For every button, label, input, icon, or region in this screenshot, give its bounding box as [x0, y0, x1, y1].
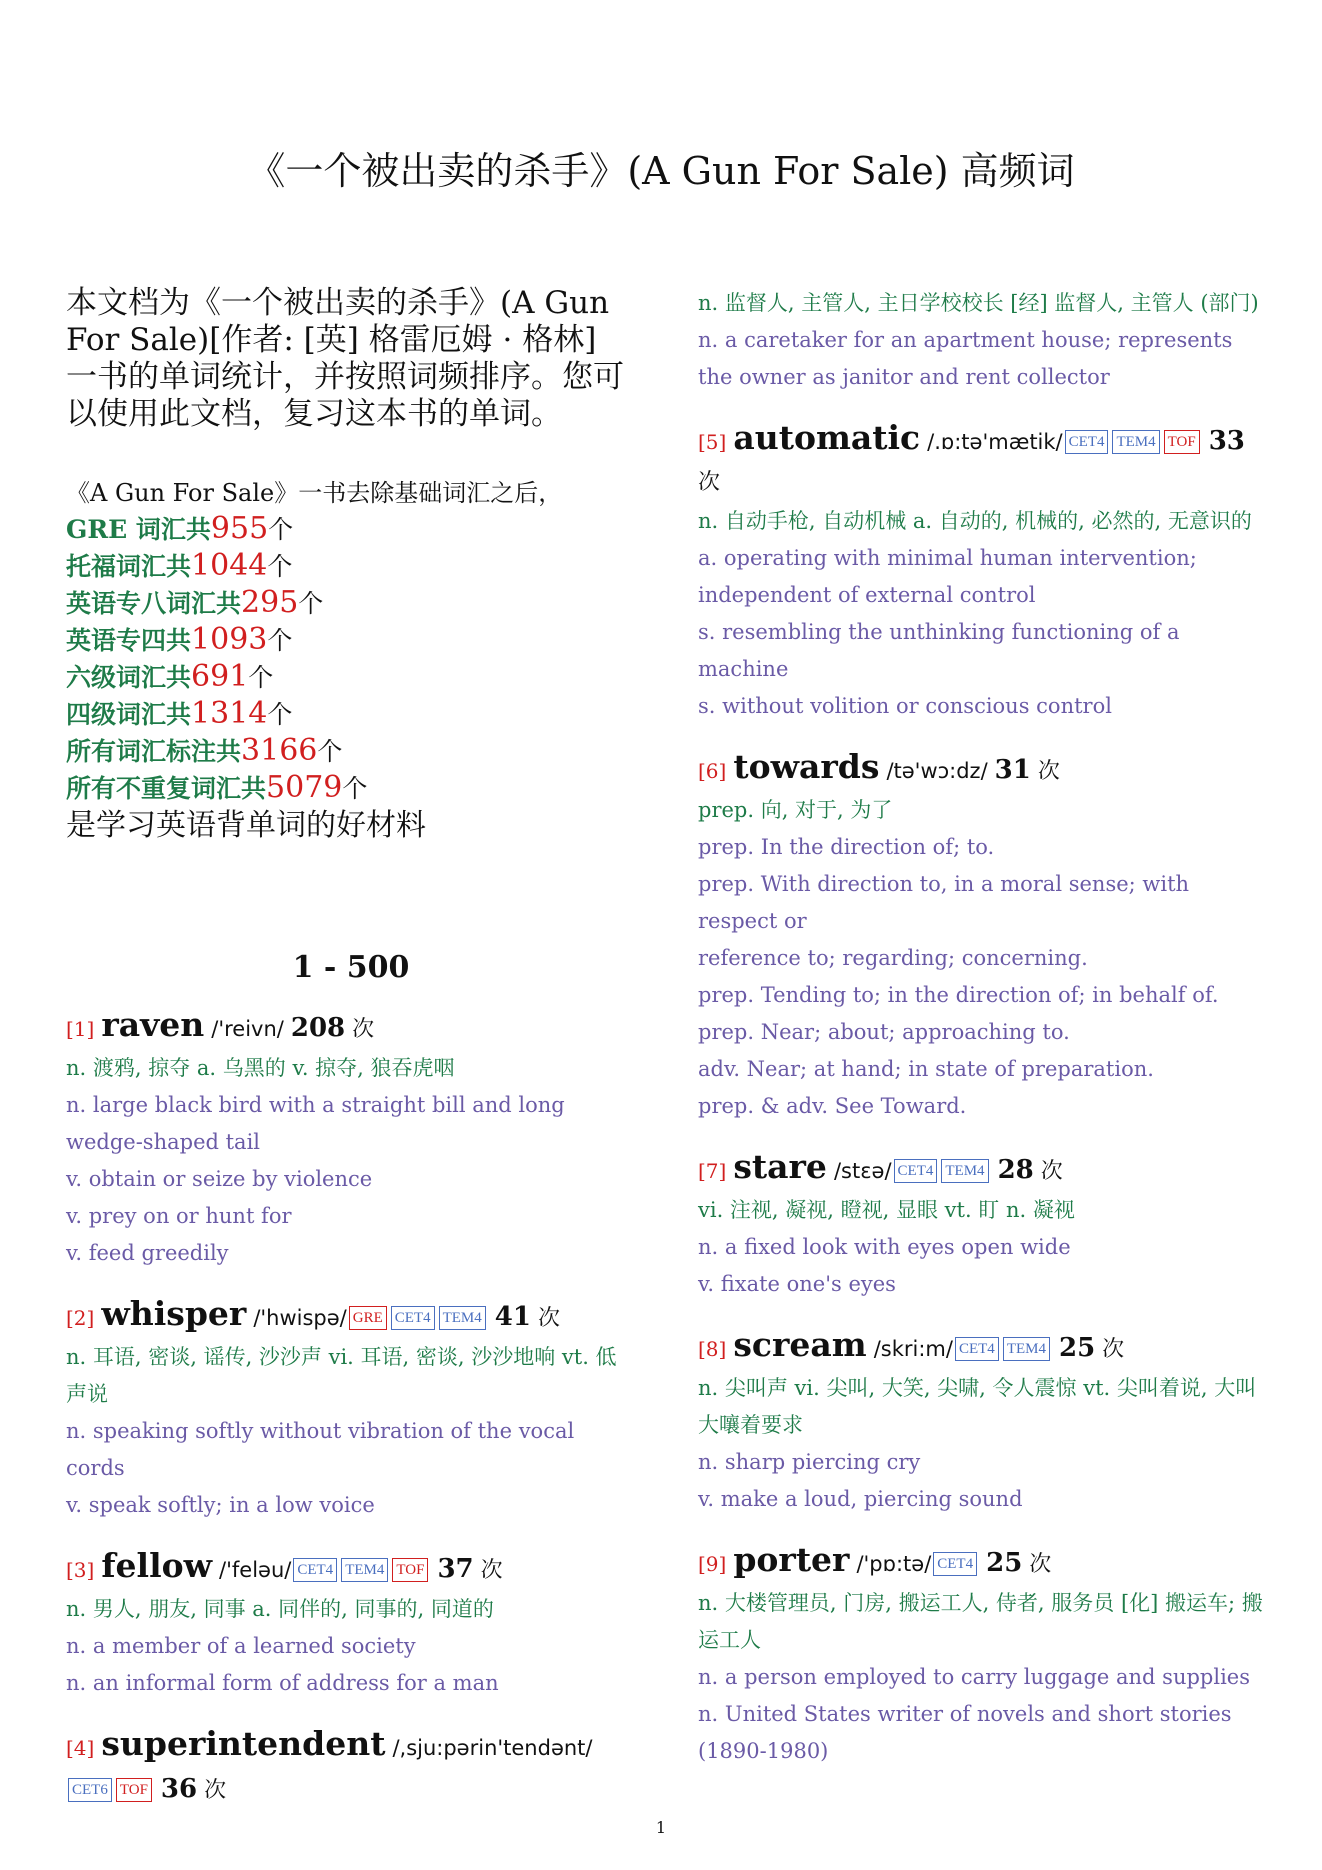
- definition-en: adv. Near; at hand; in state of preparation.: [698, 1057, 1154, 1081]
- definition-en: v. make a loud, piercing sound: [698, 1487, 1023, 1511]
- entry-head: [66, 1724, 636, 1811]
- entry-times-label: 次: [537, 1306, 560, 1331]
- level-tag-tof: TOF: [1164, 430, 1200, 454]
- entry-phonetic: /'reivn/: [211, 1017, 284, 1041]
- word-entry: [66, 1724, 636, 1811]
- level-tag-tof: TOF: [392, 1558, 428, 1582]
- definition-en: n. large black bird with a straight bill and long wedge-shaped tail: [66, 1093, 565, 1154]
- definition-en: s. without volition or conscious control: [698, 694, 1112, 718]
- stat-label: GRE 词汇共: [66, 515, 211, 544]
- stat-row: [66, 622, 636, 659]
- closing-line: 是学习英语背单词的好材料: [66, 808, 426, 843]
- definition-en: n. a person employed to carry luggage and supplies: [698, 1665, 1250, 1689]
- word-entry: [66, 1546, 636, 1702]
- stat-row: [66, 511, 636, 548]
- entry-index: [6]: [698, 759, 727, 783]
- entry-phonetic: /stɛə/: [833, 1159, 892, 1183]
- stat-value: 3166: [241, 733, 318, 768]
- stat-label: 所有不重复词汇共: [66, 774, 267, 803]
- entry-head: [698, 747, 1268, 792]
- right-column: [698, 285, 1268, 1792]
- level-tag-tof: TOF: [116, 1778, 152, 1802]
- stat-value: 691: [191, 659, 249, 694]
- definition-en: v. fixate one's eyes: [698, 1272, 896, 1296]
- word-entry: [698, 285, 1268, 396]
- stat-row: [66, 659, 636, 696]
- entry-head: [66, 1294, 636, 1339]
- entry-index: [4]: [66, 1736, 95, 1760]
- definition-en: n. sharp piercing cry: [698, 1450, 921, 1474]
- page-number: 1: [655, 1818, 667, 1837]
- level-tag-cet6: CET6: [68, 1778, 112, 1802]
- definition-en: prep. Near; about; approaching to.: [698, 1020, 1070, 1044]
- entry-phonetic: /skri:m/: [873, 1337, 953, 1361]
- entry-head: [66, 1005, 636, 1050]
- intro-paragraph: 本文档为《一个被出卖的杀手》(A Gun For Sale)[作者: [英] 格雷厄姆 · 格林] 一书的单词统计，并按照词频排序。您可以使用此文档，复习这本书的单词。: [66, 285, 624, 432]
- entry-index: [5]: [698, 430, 727, 454]
- definition-en: n. speaking softly without vibration of the vocal cords: [66, 1419, 575, 1480]
- entry-count: 25: [986, 1548, 1023, 1578]
- definition-en: n. an informal form of address for a man: [66, 1671, 499, 1695]
- definition-en: prep. In the direction of; to.: [698, 835, 995, 859]
- entry-index: [9]: [698, 1552, 727, 1576]
- stat-unit: 个: [317, 737, 343, 766]
- definition-zh: n. 耳语, 密谈, 谣传, 沙沙声 vi. 耳语, 密谈, 沙沙地响 vt. 低声说: [66, 1345, 617, 1406]
- level-tag-cet4: CET4: [894, 1159, 938, 1183]
- definition-en: n. a member of a learned society: [66, 1634, 416, 1658]
- stat-row: [66, 733, 636, 770]
- word-entry: [698, 1540, 1268, 1770]
- level-tag-cet4: CET4: [1065, 430, 1109, 454]
- stat-value: 1044: [191, 548, 268, 583]
- entry-phonetic: /'feləu/: [219, 1558, 292, 1582]
- word-entry: [698, 1325, 1268, 1518]
- stat-label: 四级词汇共: [66, 700, 192, 729]
- entry-count: 36: [160, 1774, 198, 1804]
- definition-en: a. operating with minimal human intervention; independent of external control: [698, 546, 1197, 607]
- entry-count: 37: [437, 1554, 474, 1584]
- entry-index: [8]: [698, 1337, 727, 1361]
- definition-en: v. obtain or seize by violence: [66, 1167, 373, 1191]
- level-tag-tem4: TEM4: [1112, 430, 1159, 454]
- stat-unit: 个: [248, 663, 274, 692]
- definition-en: reference to; regarding; concerning.: [698, 946, 1088, 970]
- definition-zh: prep. 向, 对于, 为了: [698, 798, 893, 822]
- entry-times-label: 次: [1037, 759, 1060, 784]
- level-tag-cet4: CET4: [955, 1337, 999, 1361]
- entry-times-label: 次: [204, 1778, 227, 1803]
- entry-index: [1]: [66, 1017, 95, 1041]
- entry-word: automatic: [733, 418, 921, 457]
- word-entry: [698, 418, 1268, 725]
- entry-word: fellow: [101, 1546, 213, 1585]
- stat-unit: 个: [342, 774, 368, 803]
- stat-label: 英语专四共: [66, 626, 192, 655]
- entry-times-label: 次: [480, 1558, 503, 1583]
- stat-value: 295: [241, 585, 299, 620]
- entry-count: 33: [1208, 426, 1245, 456]
- word-entry: [66, 1005, 636, 1272]
- level-tag-tem4: TEM4: [1003, 1337, 1050, 1361]
- stat-unit: 个: [298, 589, 324, 618]
- level-tag-cet4: CET4: [391, 1306, 435, 1330]
- entry-phonetic: /.ɒ:tə'mætik/: [927, 430, 1063, 454]
- entry-count: 28: [997, 1155, 1034, 1185]
- entry-word: towards: [733, 747, 880, 786]
- definition-en: v. prey on or hunt for: [66, 1204, 292, 1228]
- definition-en: n. a fixed look with eyes open wide: [698, 1235, 1071, 1259]
- stat-value: 5079: [266, 770, 343, 805]
- definition-zh: n. 男人, 朋友, 同事 a. 同伴的, 同事的, 同道的: [66, 1597, 494, 1621]
- entry-word: superintendent: [101, 1724, 386, 1763]
- entry-head: [66, 1546, 636, 1591]
- stat-row: [66, 770, 636, 807]
- entry-head: [698, 1540, 1268, 1585]
- definition-zh: n. 大楼管理员, 门房, 搬运工人, 侍者, 服务员 [化] 搬运车; 搬运工人: [698, 1591, 1263, 1652]
- entry-index: [2]: [66, 1306, 95, 1330]
- definition-zh: n. 自动手枪, 自动机械 a. 自动的, 机械的, 必然的, 无意识的: [698, 509, 1252, 533]
- word-entry: [66, 1294, 636, 1524]
- definition-zh: n. 尖叫声 vi. 尖叫, 大笑, 尖啸, 令人震惊 vt. 尖叫着说, 大叫大嚷着要求: [698, 1376, 1257, 1437]
- left-column: [66, 285, 636, 1833]
- entry-head: [698, 1325, 1268, 1370]
- stats-heading: 《A Gun For Sale》一书去除基础词汇之后，: [66, 479, 563, 507]
- entry-phonetic: /tə'wɔ:dz/: [886, 759, 988, 783]
- stat-unit: 个: [267, 626, 293, 655]
- level-tag-tem4: TEM4: [439, 1306, 486, 1330]
- entry-times-label: 次: [698, 470, 721, 495]
- entry-word: whisper: [101, 1294, 247, 1333]
- stat-value: 955: [210, 511, 269, 546]
- definition-zh: n. 监督人, 主管人, 主日学校校长 [经] 监督人, 主管人 (部门): [698, 291, 1259, 315]
- definition-zh: n. 渡鸦, 掠夺 a. 乌黑的 v. 掠夺, 狼吞虎咽: [66, 1056, 455, 1080]
- entry-word: raven: [101, 1005, 205, 1044]
- stat-unit: 个: [267, 700, 293, 729]
- word-entry: [698, 1147, 1268, 1303]
- stat-unit: 个: [267, 552, 293, 581]
- definition-en: prep. & adv. See Toward.: [698, 1094, 967, 1118]
- entry-phonetic: /'pɒ:tə/: [856, 1552, 932, 1576]
- word-entry: [698, 747, 1268, 1125]
- stat-label: 所有词汇标注共: [66, 737, 242, 766]
- definition-zh: vi. 注视, 凝视, 瞪视, 显眼 vt. 盯 n. 凝视: [698, 1198, 1075, 1222]
- entry-word: scream: [733, 1325, 867, 1364]
- entry-times-label: 次: [1102, 1337, 1125, 1362]
- entry-count: 41: [494, 1302, 531, 1332]
- stat-label: 英语专八词汇共: [66, 589, 242, 618]
- stat-row: [66, 696, 636, 733]
- entry-count: 25: [1058, 1333, 1096, 1363]
- entry-word: stare: [733, 1147, 827, 1186]
- entry-phonetic: /,sju:pərin'tendənt/: [392, 1736, 593, 1760]
- entry-count: 31: [994, 755, 1031, 785]
- entry-index: [7]: [698, 1159, 727, 1183]
- entry-head: [698, 418, 1268, 503]
- definition-en: prep. Tending to; in the direction of; in behalf of.: [698, 983, 1219, 1007]
- stat-value: 1314: [191, 696, 268, 731]
- entry-times-label: 次: [1029, 1552, 1052, 1577]
- right-entry-list: [698, 285, 1268, 1770]
- stat-unit: 个: [268, 515, 294, 544]
- entry-times-label: 次: [352, 1017, 375, 1042]
- page-title: 《一个被出卖的杀手》(A Gun For Sale) 高频词: [247, 149, 1075, 193]
- left-entry-list: [66, 1005, 636, 1811]
- entry-times-label: 次: [1040, 1159, 1063, 1184]
- stat-label: 六级词汇共: [66, 663, 192, 692]
- level-tag-cet4: CET4: [933, 1552, 977, 1576]
- entry-head: [698, 1147, 1268, 1192]
- level-tag-gre: GRE: [349, 1306, 387, 1330]
- definition-en: s. resembling the unthinking functioning of a machine: [698, 620, 1180, 681]
- stats-block: [66, 475, 636, 845]
- definition-en: v. speak softly; in a low voice: [66, 1493, 375, 1517]
- stat-value: 1093: [191, 622, 268, 657]
- definition-en: prep. With direction to, in a moral sense; with respect or: [698, 872, 1190, 933]
- stat-row: [66, 585, 636, 622]
- stat-label: 托福词汇共: [66, 552, 192, 581]
- entry-phonetic: /'hwispə/: [253, 1306, 347, 1330]
- level-tag-tem4: TEM4: [941, 1159, 988, 1183]
- definition-en: v. feed greedily: [66, 1241, 229, 1265]
- level-tag-tem4: TEM4: [341, 1558, 388, 1582]
- entry-count: 208: [290, 1013, 346, 1043]
- level-tag-cet4: CET4: [293, 1558, 337, 1582]
- definition-en: n. a caretaker for an apartment house; represents the owner as janitor and rent collector: [698, 328, 1233, 389]
- definition-en: n. United States writer of novels and short stories (1890-1980): [698, 1702, 1232, 1763]
- stats-list: [66, 511, 636, 807]
- range-heading: 1 - 500: [292, 950, 410, 985]
- entry-index: [3]: [66, 1558, 95, 1582]
- stat-row: [66, 548, 636, 585]
- entry-word: porter: [733, 1540, 850, 1579]
